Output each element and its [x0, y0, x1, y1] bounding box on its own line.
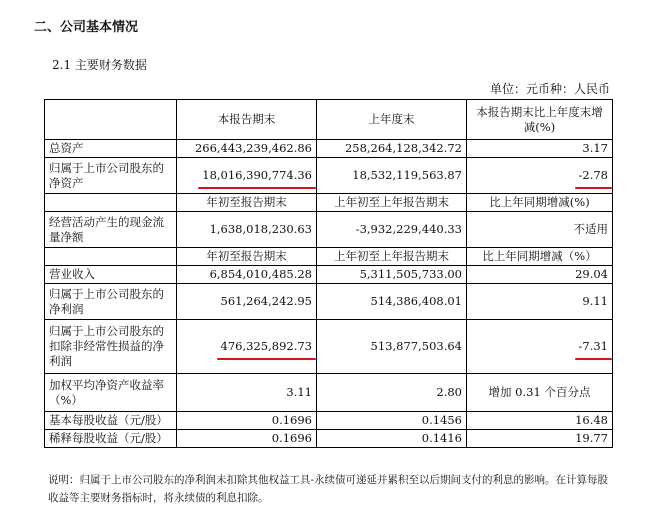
row-label: 基本每股收益（元/股） [45, 412, 177, 430]
financial-data-table [44, 99, 613, 448]
value-cell: 6,854,010,485.28 [177, 266, 317, 284]
table-row [45, 374, 613, 412]
value-cell-highlighted [177, 320, 317, 374]
value-cell: 0.1456 [317, 412, 467, 430]
row-label: 加权平均净资产收益率（%） [45, 374, 177, 412]
table-row [45, 320, 613, 374]
value-cell-highlighted [467, 320, 613, 374]
row-label: 归属于上市公司股东的净资产 [45, 158, 177, 194]
value-cell: 258,264,128,342.72 [317, 140, 467, 158]
header-empty-cell [45, 100, 177, 140]
value-cell: 561,264,242.95 [177, 284, 317, 320]
value-cell: 18,532,119,563.87 [317, 158, 467, 194]
value-cell: 19.77 [467, 430, 613, 448]
underlined-value: 476,325,892.73 [220, 339, 312, 353]
header-prior-year-end: 上年度末 [317, 100, 467, 140]
table-row [45, 284, 613, 320]
value-cell: 514,386,408.01 [317, 284, 467, 320]
section-heading: 二、公司基本情况 [34, 20, 139, 35]
value-cell: 9.11 [467, 284, 613, 320]
value-cell: 3.17 [467, 140, 613, 158]
underlined-value: -2.78 [578, 168, 608, 182]
row-label: 经营活动产生的现金流量净额 [45, 212, 177, 248]
row-label: 归属于上市公司股东的扣除非经常性损益的净利润 [45, 320, 177, 374]
header-yoy-change: 比上年同期增减(%) [467, 194, 613, 212]
value-cell: 16.48 [467, 412, 613, 430]
subsection-heading: 2.1 主要财务数据 [52, 58, 147, 72]
table-row [45, 212, 613, 248]
row-label: 总资产 [45, 140, 177, 158]
value-cell: 增加 0.31 个百分点 [467, 374, 613, 412]
table-row [45, 266, 613, 284]
unit-label: 单位：元币种：人民币 [489, 82, 610, 96]
header-period-end: 本报告期末 [177, 100, 317, 140]
value-cell: 1,638,018,230.63 [177, 212, 317, 248]
underlined-value: -7.31 [578, 339, 608, 353]
underlined-value: 18,016,390,774.36 [202, 168, 312, 182]
value-cell: 3.11 [177, 374, 317, 412]
value-cell: -3,932,229,440.33 [317, 212, 467, 248]
header-empty-cell [45, 194, 177, 212]
header-change-pct: 本报告期末比上年度末增减(%) [467, 100, 613, 140]
value-cell-highlighted [467, 158, 613, 194]
header-prior-ytd: 上年初至上年报告期末 [317, 248, 467, 266]
header-empty-cell [45, 248, 177, 266]
table-row [45, 412, 613, 430]
table-row [45, 430, 613, 448]
value-cell-highlighted [177, 158, 317, 194]
value-cell: 0.1416 [317, 430, 467, 448]
value-cell: 不适用 [467, 212, 613, 248]
row-label: 稀释每股收益（元/股） [45, 430, 177, 448]
value-cell: 0.1696 [177, 430, 317, 448]
table-header-row [45, 248, 613, 266]
header-prior-ytd: 上年初至上年报告期末 [317, 194, 467, 212]
value-cell: 2.80 [317, 374, 467, 412]
header-yoy-change: 比上年同期增减（%） [467, 248, 613, 266]
row-label: 营业收入 [45, 266, 177, 284]
table-header-row [45, 100, 613, 140]
value-cell: 513,877,503.64 [317, 320, 467, 374]
table-header-row [45, 194, 613, 212]
header-ytd: 年初至报告期末 [177, 248, 317, 266]
value-cell: 29.04 [467, 266, 613, 284]
value-cell: 266,443,239,462.86 [177, 140, 317, 158]
table-row [45, 158, 613, 194]
row-label: 归属于上市公司股东的净利润 [45, 284, 177, 320]
table-row [45, 140, 613, 158]
value-cell: 0.1696 [177, 412, 317, 430]
value-cell: 5,311,505,733.00 [317, 266, 467, 284]
footnote: 说明：归属于上市公司股东的净利润未扣除其他权益工具-永续债可递延并累积至以后期间支付的利息的影响。在计算每股收益等主要财务指标时，将永续债的利息扣除。 [48, 474, 609, 504]
header-ytd: 年初至报告期末 [177, 194, 317, 212]
